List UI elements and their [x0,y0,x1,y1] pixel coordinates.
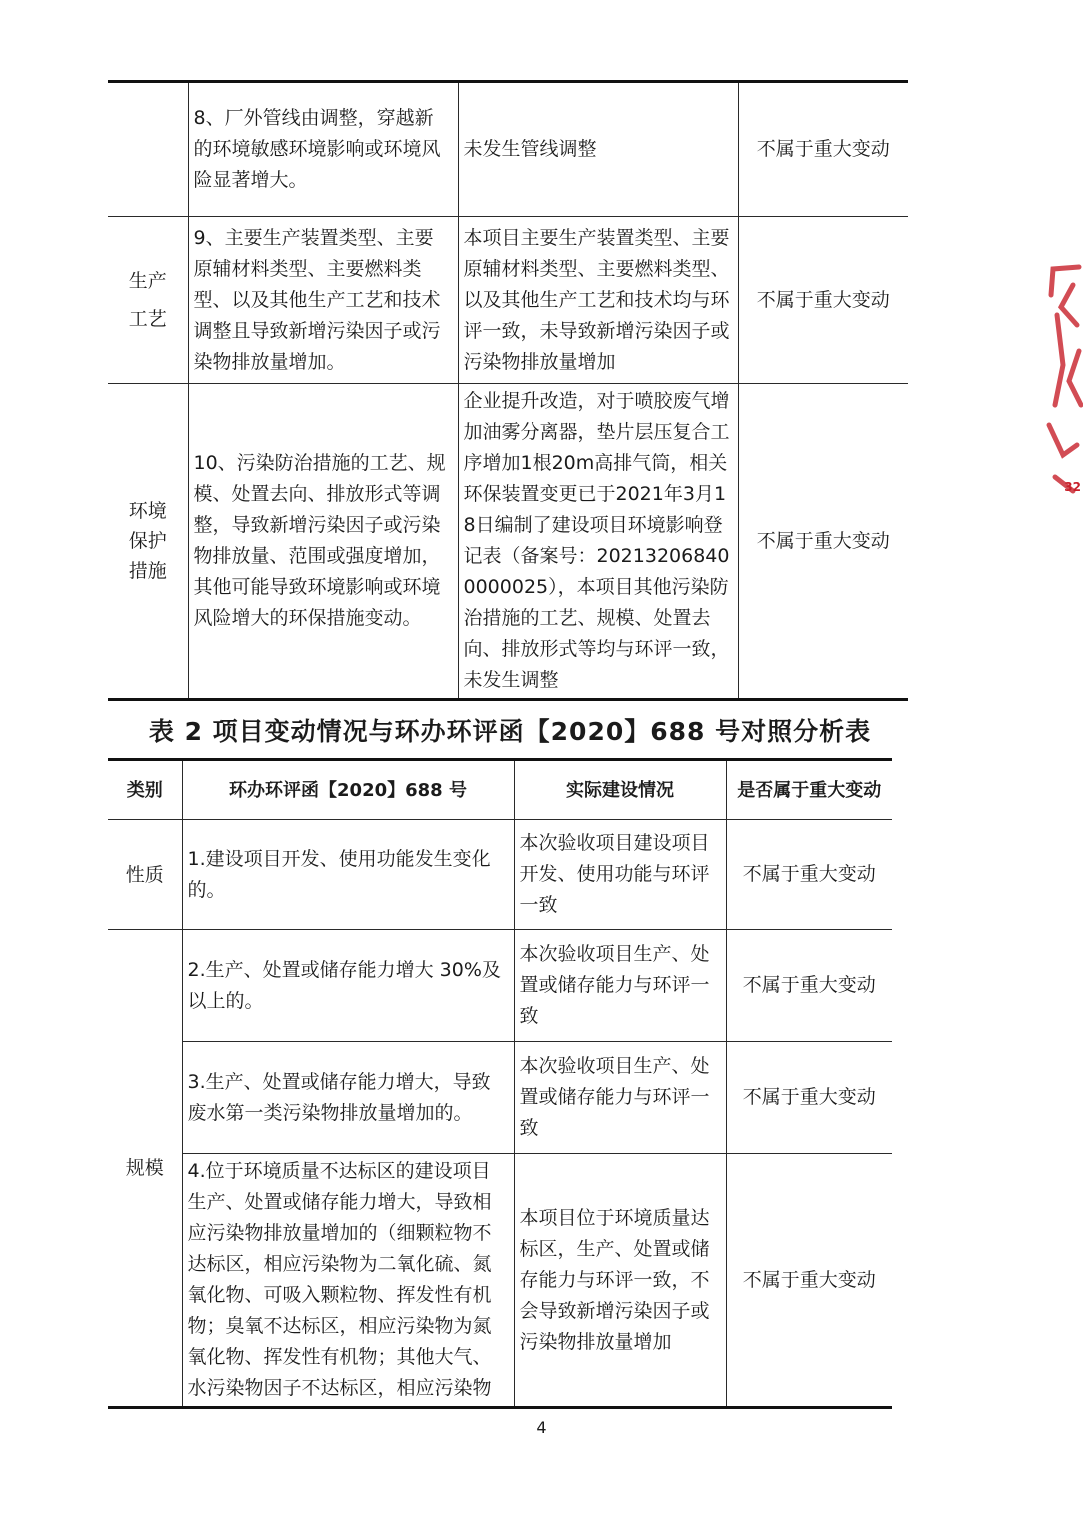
actual-cell: 本次验收项目建设项目开发、使用功能与环评一致 [514,820,726,930]
category-line: 工艺 [128,308,167,330]
requirement-cell: 3.生产、处置或储存能力增大，导致废水第一类污染物排放量增加的。 [182,1042,514,1154]
actual-cell: 未发生管线调整 [458,82,738,217]
requirement-cell: 2.生产、处置或储存能力增大 30%及以上的。 [182,930,514,1042]
result-cell: 不属于重大变动 [726,1042,892,1154]
requirement-cell: 10、污染防治措施的工艺、规模、处置去向、排放形式等调整，导致新增污染因子或污染物排放量、范围或强度增加，其他可能导致环境影响或环境风险增大的环保措施变动。 [188,384,458,700]
result-cell: 不属于重大变动 [726,820,892,930]
category-cell [108,82,188,217]
header-row [108,760,892,820]
table-row [108,217,908,384]
header-actual: 实际建设情况 [514,760,726,820]
category-line: 生产 [128,270,167,292]
table-row [108,820,892,930]
category-cell [108,384,188,700]
actual-cell: 本次验收项目生产、处置或储存能力与环评一致 [514,930,726,1042]
table-1 [108,80,908,701]
table-2-caption: 表 2 项目变动情况与环办环评函【2020】688 号对照分析表 [148,717,872,746]
result-cell: 不属于重大变动 [738,82,908,217]
header-result: 是否属于重大变动 [726,760,892,820]
table-row [108,930,892,1042]
actual-cell: 企业提升改造，对于喷胶废气增加油雾分离器，垫片层压复合工序增加1根20m高排气筒，相关环保装置变更已于2021年3月18日编制了建设项目环境影响登记表（备案号：202132068400000025），本项目其他污染防治措施的工艺、规模、处置去向、排放形式等均与环评一致，未发生调整 [458,384,738,700]
category-cell: 性质 [108,820,182,930]
requirement-cell: 9、主要生产装置类型、主要原辅材料类型、主要燃料类型、以及其他生产工艺和技术调整且导致新增污染因子或污染物排放量增加。 [188,217,458,384]
header-category: 类别 [108,760,182,820]
category-line: 保护 [128,530,167,552]
page-number: 4 [536,1418,547,1437]
actual-cell: 本次验收项目生产、处置或储存能力与环评一致 [514,1042,726,1154]
requirement-cell: 1.建设项目开发、使用功能发生变化的。 [182,820,514,930]
actual-cell: 本项目位于环境质量达标区，生产、处置或储存能力与环评一致，不会导致新增污染因子或污染物排放量增加 [514,1154,726,1408]
actual-cell: 本项目主要生产装置类型、主要原辅材料类型、主要燃料类型、以及其他生产工艺和技术均与环评一致，未导致新增污染因子或污染物排放量增加 [458,217,738,384]
requirement-cell: 8、厂外管线由调整，穿越新的环境敏感环境影响或环境风险显著增大。 [188,82,458,217]
category-cell [108,217,188,384]
category-line: 环境 [128,500,167,522]
result-cell: 不属于重大变动 [738,384,908,700]
table-row [108,1154,892,1408]
requirement-cell: 4.位于环境质量不达标区的建设项目生产、处置或储存能力增大，导致相应污染物排放量增加的（细颗粒物不达标区，相应污染物为二氧化硫、氮氧化物、可吸入颗粒物、挥发性有机物；臭氧不达标区，相应污染物为氮氧化物、挥发性有机物；其他大气、水污染物因子不达标区，相应污染物 [182,1154,514,1408]
result-cell: 不属于重大变动 [726,930,892,1042]
table-row [108,384,908,700]
seal-number: 32 [1064,480,1081,494]
result-cell: 不属于重大变动 [738,217,908,384]
table-row [108,1042,892,1154]
table-2 [108,758,892,1409]
category-cell: 规模 [108,930,182,1408]
header-requirement: 环办环评函【2020】688 号 [182,760,514,820]
category-line: 措施 [128,560,167,582]
result-cell: 不属于重大变动 [726,1154,892,1408]
table-row [108,82,908,217]
